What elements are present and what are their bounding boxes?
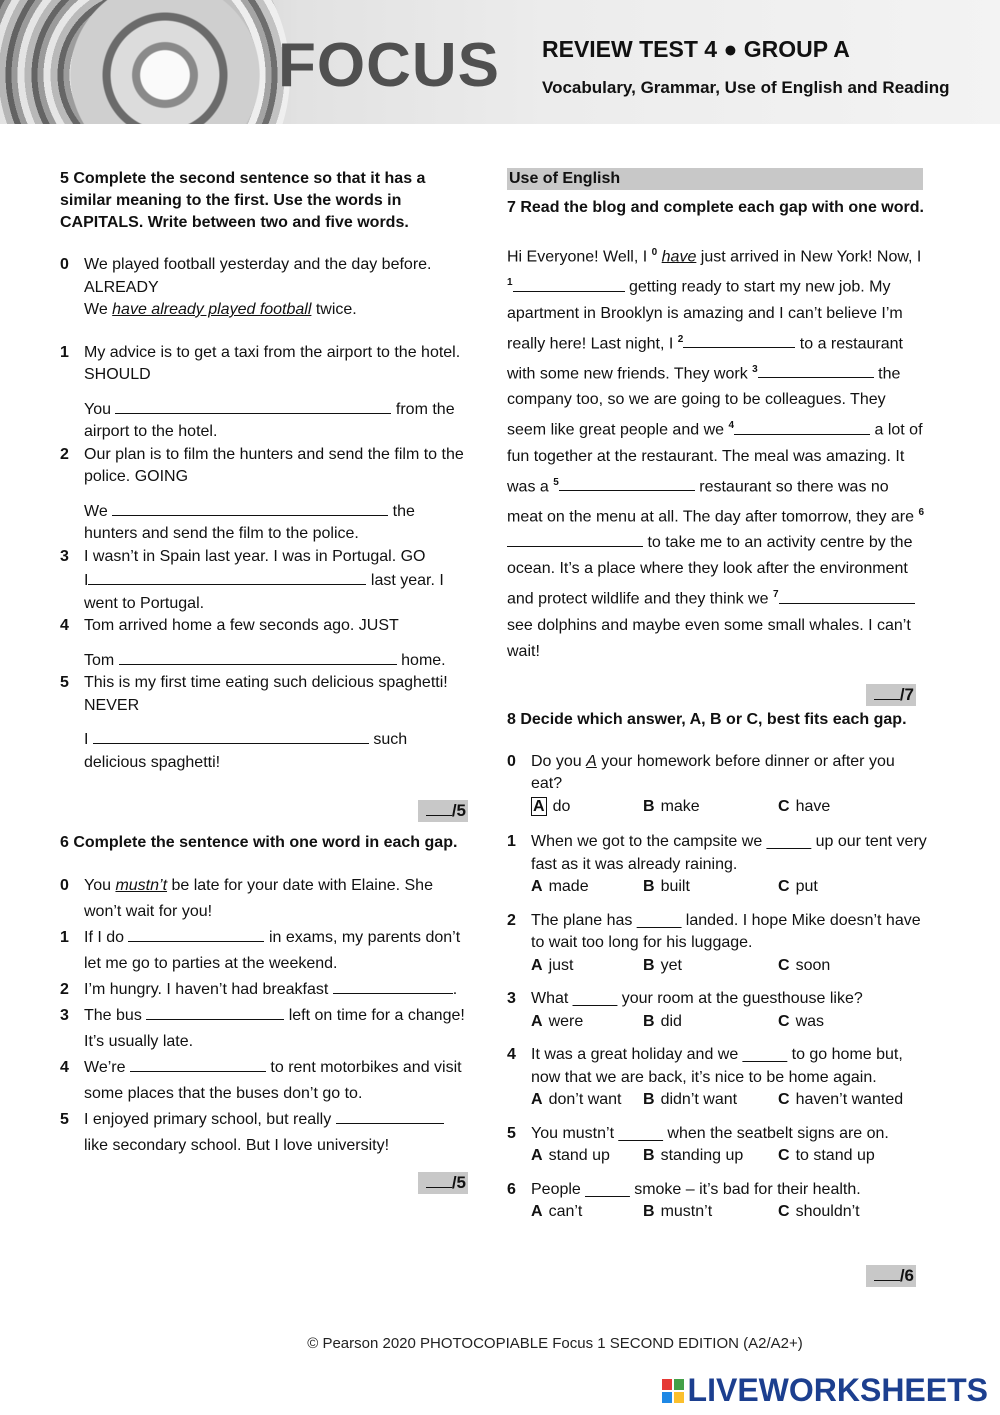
- blog-gap-2[interactable]: [683, 331, 795, 348]
- ex5-item-2: 2 Our plan is to film the hunters and send the film to the police. GOING We the hunters and send the film to the police.: [60, 445, 464, 542]
- test-title: REVIEW TEST 4 ● GROUP A: [542, 36, 850, 62]
- option-c[interactable]: C soon: [778, 956, 831, 974]
- ex5-score-box: /5: [418, 800, 468, 822]
- left-column: [60, 168, 470, 1159]
- example-answer: mustn’t: [115, 877, 168, 894]
- option-c[interactable]: C put: [778, 878, 818, 896]
- ex5-item-1: 1 My advice is to get a taxi from the airport to the hotel. SHOULD You from the airport to the hotel.: [60, 343, 461, 440]
- ex8-item-1: 1 When we got to the campsite we _____ up our tent very fast as it was already raining. A made B built C put: [507, 831, 927, 899]
- option-c[interactable]: C to stand up: [778, 1147, 875, 1165]
- ex5-item-0: 0 We played football yesterday and the day before. ALREADY We have already played football twice.: [60, 256, 432, 318]
- blog-gap-6[interactable]: [507, 530, 643, 547]
- ex8-item-4: 4 It was a great holiday and we _____ to go home but, now that we are back, it’s nice to be home again. A don’t want B didn’t want C haven’t wanted: [507, 1044, 927, 1112]
- option-b[interactable]: B mustn’t: [643, 1203, 713, 1221]
- ex6-item-4: 4 We’re to rent motorbikes and visit some places that the buses don’t go to.: [60, 1055, 470, 1107]
- answer-gap[interactable]: [336, 1107, 444, 1124]
- example-answer: have already played football: [112, 301, 312, 318]
- answer-gap[interactable]: [112, 499, 388, 516]
- ex6-items: [60, 873, 470, 1159]
- answer-gap[interactable]: [119, 648, 397, 665]
- blog-gap-4[interactable]: [734, 418, 870, 435]
- ex8-item-0: 0 Do you A your homework before dinner or after you eat? A do B make C have: [507, 751, 927, 819]
- focus-logo: FOCUS: [278, 31, 500, 100]
- ex5-item-4: 4 Tom arrived home a few seconds ago. JUST Tom home.: [60, 617, 446, 669]
- answer-gap[interactable]: [130, 1055, 266, 1072]
- ex7-instruction: 7 Read the blog and complete each gap with one word.: [507, 199, 924, 216]
- liveworksheets-brand[interactable]: LIVEWORKSHEETS: [662, 1372, 988, 1409]
- ex7-score-box: /7: [866, 684, 916, 706]
- option-a[interactable]: A made: [531, 878, 589, 896]
- ex6-item-5: 5 I enjoyed primary school, but really like secondary school. But I love university!: [60, 1107, 470, 1159]
- ex6-item-1: 1 If I do in exams, my parents don’t let me go to parties at the weekend.: [60, 925, 470, 977]
- option-c[interactable]: C shouldn’t: [778, 1203, 860, 1221]
- option-c[interactable]: C haven’t wanted: [778, 1091, 904, 1109]
- option-b[interactable]: B standing up: [643, 1147, 744, 1165]
- ex7-blog-text: Hi Everyone! Well, I $^0$ have just arrived in New York! Now, I $^1$ getting ready to start my new job. My apartment in Brooklyn is amazing and I can’t believe I’m really here! Last night, I $^2$ to a restaurant with some new friends. They work $^3$ the company too, so we are going to be colleagues. They seem like great people and we $^4$ a lot of fun together at the restaurant. The meal was amazing. It was a $^5$ restaurant so there was no meat on the menu at all. The day after tomorrow, they are $^6$ to take me to an activity centre by the ocean. It’s a place where they look after the environment and protect wildlife and they think we $^7$ see dolphins and maybe even some small whales. I can’t wait!: [507, 247, 925, 660]
- liveworksheets-logo-icon: [662, 1379, 684, 1403]
- copyright-footer: © Pearson 2020 PHOTOCOPIABLE Focus 1 SECOND EDITION (A2/A2+): [307, 1335, 803, 1352]
- option-b[interactable]: B yet: [643, 956, 682, 974]
- example-answer: have: [661, 248, 697, 266]
- answer-gap[interactable]: [115, 397, 391, 414]
- answer-gap[interactable]: [146, 1003, 284, 1020]
- blog-gap-1[interactable]: [513, 275, 625, 292]
- ex8-item-5: 5 You mustn’t _____ when the seatbelt signs are on. A stand up B standing up C to stand up: [507, 1123, 927, 1168]
- ex8-item-2: 2 The plane has _____ landed. I hope Mike doesn’t have to wait too long for his luggage. A just B yet C soon: [507, 910, 927, 978]
- ex8-instruction: 8 Decide which answer, A, B or C, best fits each gap.: [507, 710, 907, 728]
- option-a[interactable]: A just: [531, 956, 574, 974]
- option-a[interactable]: A don’t want: [531, 1091, 622, 1109]
- ex8-score-box: /6: [866, 1265, 916, 1287]
- blog-gap-7[interactable]: [779, 587, 915, 604]
- option-b[interactable]: B didn’t want: [643, 1091, 738, 1109]
- answer-gap[interactable]: [88, 568, 366, 585]
- blog-gap-5[interactable]: [559, 474, 695, 491]
- decorative-swirl-inner: [70, 0, 260, 124]
- blog-gap-3[interactable]: [758, 361, 874, 378]
- right-column: [507, 168, 927, 1224]
- ex6-score-box: /5: [418, 1172, 468, 1194]
- answer-gap[interactable]: [128, 925, 264, 942]
- ex5-item-3: 3 I wasn’t in Spain last year. I was in Portugal. GO I last year. I went to Portugal.: [60, 547, 444, 612]
- page-header: [0, 0, 1000, 124]
- option-c[interactable]: C have: [778, 797, 831, 815]
- ex8-item-3: 3 What _____ your room at the guesthouse like? A were B did C was: [507, 988, 927, 1033]
- option-b[interactable]: B did: [643, 1012, 682, 1030]
- ex6-item-0: 0 You mustn’t be late for your date with Elaine. She won’t wait for you!: [60, 877, 433, 920]
- ex6-item-2: 2 I’m hungry. I haven’t had breakfast .: [60, 977, 470, 1003]
- option-a[interactable]: A stand up: [531, 1147, 610, 1165]
- ex8-item-6: 6 People _____ smoke – it’s bad for their health. A can’t B mustn’t C shouldn’t: [507, 1179, 927, 1224]
- option-a[interactable]: A do: [533, 797, 571, 815]
- option-a[interactable]: A were: [531, 1012, 584, 1030]
- option-b[interactable]: B built: [643, 878, 690, 896]
- option-c[interactable]: C was: [778, 1012, 825, 1030]
- answer-gap[interactable]: [93, 727, 369, 744]
- use-of-english-banner: Use of English: [507, 168, 923, 190]
- option-a[interactable]: A can’t: [531, 1203, 583, 1221]
- ex6-item-3: 3 The bus left on time for a change! It’s usually late.: [60, 1003, 470, 1055]
- ex5-instruction: 5 Complete the second sentence so that it has a similar meaning to the first. Use the words in CAPITALS. Write between two and five words.: [60, 170, 426, 231]
- ex6-instruction: 6 Complete the sentence with one word in each gap.: [60, 834, 458, 851]
- option-b[interactable]: B make: [643, 797, 700, 815]
- example-answer: A: [586, 752, 597, 770]
- ex5-item-5: 5 This is my first time eating such delicious spaghetti! NEVER I such delicious spaghetti!: [60, 674, 448, 771]
- answer-gap[interactable]: [333, 977, 453, 994]
- selected-option-box: A: [533, 797, 545, 815]
- test-subtitle: Vocabulary, Grammar, Use of English and Reading: [542, 78, 950, 97]
